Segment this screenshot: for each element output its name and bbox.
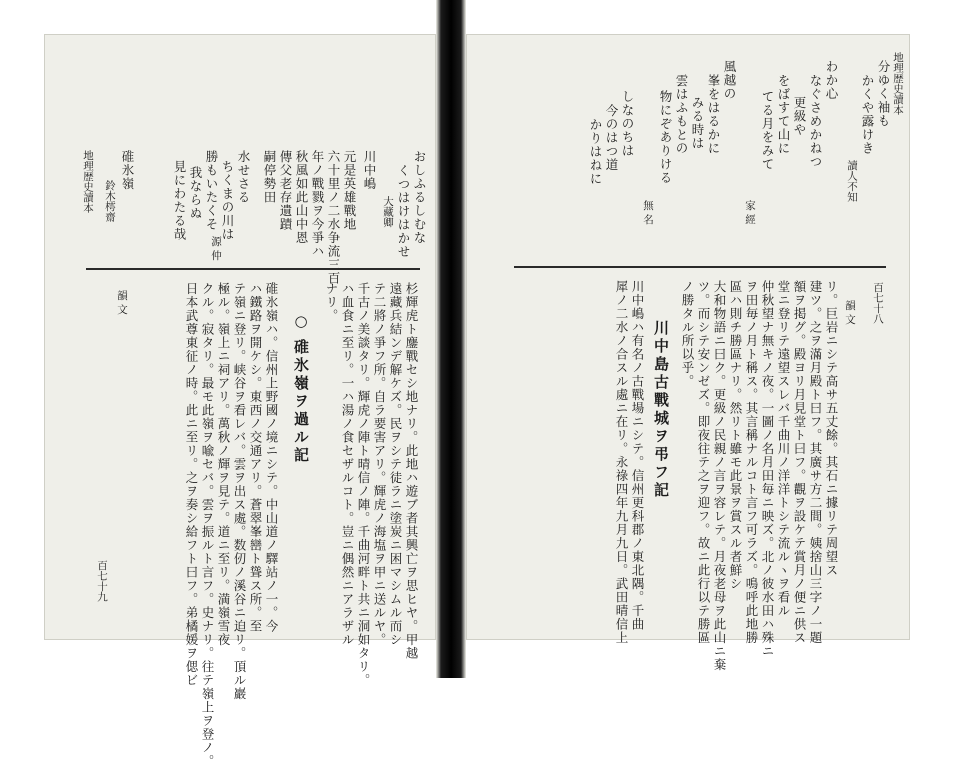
left-prose-2-line-3: テ嶺ニ登リ。峡谷ヲ看レバ。雲ヲ出ス處。数仞ノ溪谷ニ迫リ。頂ル巖 [232, 282, 247, 701]
left-prose-2-line-1: 碓氷嶺ハ。信州上野國ノ境ニシテ。中山道ノ驛站ノ一。今 [264, 282, 279, 633]
right-poem-4-line-2: 今のはつ道 [604, 104, 619, 172]
right-prose-1-line-8: 大和物語ニ曰ク。更級ノ民親ノ言ヲ容レテ。月夜老母ヲ此山ニ棄 [712, 280, 727, 672]
left-poem-4-line-4: 我ならぬ [188, 166, 203, 220]
right-poem-1-author: 讀人不知 [846, 160, 858, 202]
left-poem-3-line-1: 元是英雄戰地 [342, 150, 357, 231]
left-prose-2-line-6: 日本武尊東征ノ時。此ニ至リ。之ヲ奏シ給フト曰フ。弟橘媛ヲ偲ビ [184, 282, 199, 687]
left-poem-3-line-2: 六十里ノ二水争流三百 [326, 150, 341, 285]
right-poem-2-line-3: 更級や [792, 96, 807, 137]
right-prose-2-line-2: 犀ノ二水ノ合スル處ニ在リ。永祿四年九月九日。武田晴信上 [614, 280, 629, 645]
right-prose-1-line-7: 區ハ則チ勝區ナリ。然リト雖モ此景ヲ賞スル者鮮シ [728, 280, 743, 591]
right-prose-1-line-5: 仲秋望ナ無キノ夜。一圖ノ名月田毎ニ映ズ。北ノ彼水田ハ殊ニ [760, 280, 775, 658]
right-page-number: 百七十八 [872, 282, 884, 324]
right-prose-1-line-1: リ。巨岩ニシテ高サ五丈餘。其石ニ據リテ周望ス [824, 280, 839, 577]
left-prose-2-line-4: 極ル。嶺上ニ祠アリ。萬秋ノ輝ヲ見テ。道ニ至リ。満嶺雪夜 [216, 282, 231, 647]
right-prose-1-line-9: ツ。而シテ安ンゼズ。即夜往テ之ヲ迎フ。故ニ此行以テ勝區 [696, 280, 711, 645]
left-header-series: 地理歴史讀本 [82, 150, 94, 213]
right-poem-3-line-2: 峯をはるかに [706, 74, 721, 155]
right-prose-1-line-4: 堂ニ登リテ遠望スレバ千曲川ノ洋洋トシテ流ルヽヲ看ル [776, 280, 791, 618]
left-poem-5-author: 鈴木樗齋 [104, 180, 116, 222]
left-poem-3-line-3: 年ノ戰戮ヲ今爭ハ [310, 150, 325, 258]
right-poem-3-line-3: みる時は [690, 96, 705, 150]
right-poem-3-line-4: 雲はふもとの [674, 74, 689, 155]
left-poem-4-line-5: 見にわたる哉 [172, 160, 187, 241]
left-essay-title-text: 碓氷嶺ヲ過ル記 [292, 339, 310, 465]
right-poem-3-author: 無 名 [642, 200, 654, 225]
right-poem-2-line-2: なぐさめかねつ [808, 74, 823, 169]
left-poem-1-line-2: くつはけはかせ [396, 164, 411, 259]
right-poem-1-line-2: かくや露けき [860, 74, 875, 155]
left-prose-1-line-5: ハ血食ニ至リ。一ハ湯ノ食セザルコト。豈ニ偶然ニアラザル [340, 282, 355, 647]
left-prose-2-line-2: ハ鐵路ヲ開ケシ。東西ノ交通アリ。蒼翠峯巒ト聳ス所。至 [248, 282, 263, 633]
right-prose-2-line-1: 川中嶋ハ有名ノ古戰場ニシテ。信州更科郡ノ東北隅。千曲 [630, 280, 645, 631]
left-poem-4-line-1: 水せさる [236, 150, 251, 204]
left-prose-1-line-6: ナリ。 [324, 282, 339, 323]
left-poem-1-author: 大藏卿 [382, 196, 394, 228]
left-poem-4-line-2: ちくまの川は [220, 160, 235, 241]
right-poem-4-line-3: かりはねに [588, 118, 603, 186]
right-prose-1-line-2: 建ツ。之ヲ滿月殿ト曰フ。其廣サ方二間。姨捨山三字ノ一題 [808, 280, 823, 645]
left-poem-2-line-1: 川中嶋 [362, 150, 377, 191]
left-prose-1-line-2: 遠藏兵結ンデ解ケズ。民ヲシテ徒ラニ塗炭ニ困マシムル而シ [388, 282, 403, 647]
right-poem-1-line-1: 分ゆく袖も [876, 60, 891, 128]
right-poem-2-line-1: わか心 [824, 60, 839, 101]
right-poem-2-line-5: てる月をみて [760, 90, 775, 171]
left-prose-1-line-4: 千古ノ美談タリ。輝虎ノ陣ト晴信ノ陣。千曲河畔ト共ニ洞如タリ。 [356, 282, 371, 687]
left-poem-5-line-1: 碓氷嶺 [120, 150, 135, 191]
left-poem-3-line-4: 秋風如此山中恩 [294, 150, 309, 245]
left-essay-title: ○碓氷嶺ヲ過ル記 [292, 312, 310, 465]
right-divider-rule [514, 266, 886, 268]
right-poem-2-line-4: をばすて山に [776, 74, 791, 155]
right-poem-2-author: 家 經 [744, 200, 756, 225]
book-gutter [436, 0, 466, 678]
right-poem-4-line-1: しなのちは [620, 90, 635, 158]
left-prose-1-line-1: 杉輝虎ト鏖戰セシ地ナリ。此地ハ遊ブ者其興亡ヲ思ヒヤ。甲越 [404, 282, 419, 660]
right-prose-1-line-3: 額ヲ掲グ。殿ヨリ月見堂ト曰フ。觀ヲ設ケテ賞月ノ便ニ供ス [792, 280, 807, 645]
left-prose-1-line-3: テ二將ノ爭フ所。自ラ要害アリ。輝虎ノ海塩ヲ甲ニ送ルヤ。 [372, 282, 387, 647]
left-divider-rule [86, 268, 420, 270]
right-header-series: 地理歴史讀本 [892, 52, 904, 115]
left-prose-2-line-5: クル。寂タリ。最モ此嶺ヲ喩セバ。雲ヲ振ルト言フ。史ナリ。往テ嶺上ヲ登ノ。 [200, 282, 215, 768]
right-essay-title: 川中島古戰城ヲ弔フ記 [652, 320, 670, 500]
right-prose-1-line-6: ヲ田毎ノ月ト稱ス。其言稱ナルコト言フ可ラズ。鳴呼此地勝 [744, 280, 759, 645]
right-poem-3-line-5: 物にぞありける [658, 90, 673, 185]
left-poem-3-line-5: 傳父老存遺蹟 [278, 150, 293, 231]
left-poem-3-line-6: 嗣停勢田 [262, 150, 277, 204]
left-prose-header: 韻 文 [116, 290, 128, 315]
left-poem-4-line-3: 勝もいたくそ [204, 150, 219, 231]
left-page-number: 百七十九 [96, 560, 108, 602]
left-poem-1-line-1: おしふるしむな [412, 150, 427, 245]
right-prose-1-line-10: ノ勝タル所以乎。 [680, 280, 695, 388]
right-poem-3-line-1: 風越の [722, 60, 737, 101]
left-poem-4-author: 源 仲 [210, 236, 222, 261]
right-prose-header: 韻 文 [844, 300, 856, 325]
